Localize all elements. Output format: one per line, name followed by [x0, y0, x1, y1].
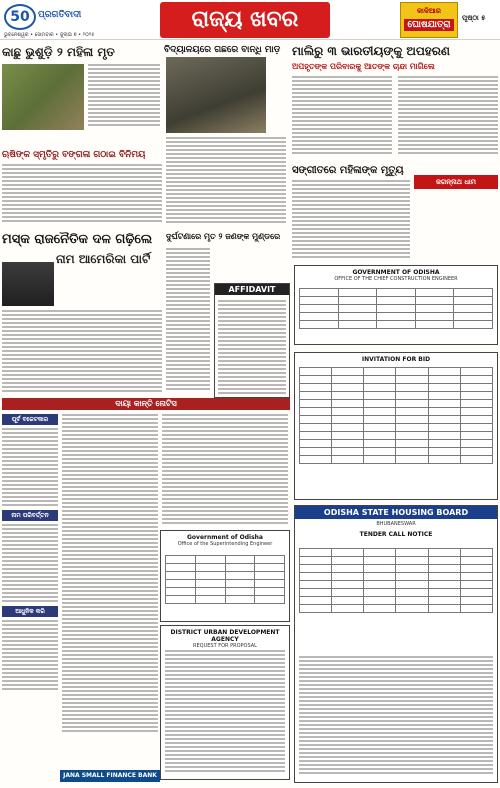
govt-odisha-notice: [294, 265, 498, 345]
anniversary-logo: 50: [4, 4, 36, 30]
superintending-engineer-notice: [160, 530, 290, 622]
se-notice-title: Government of Odisha: [187, 534, 263, 541]
date-line: ଭୁବନେଶ୍ୱର • ସୋମବାର • ଜୁଲାଇ ୭ • ୨୦୨୫: [4, 32, 95, 38]
festival-line2: ଘୋଷଯାତ୍ରା: [404, 19, 454, 31]
story5-photo: [2, 262, 54, 306]
story3-subheadline: ଅପହୃତଙ୍କ ପରିବାରକୁ ଆତଙ୍କ ଚାନ୍ଦା ମାଗିଲେ: [292, 62, 435, 71]
story1-body: [88, 64, 160, 128]
housing-board-body: [299, 656, 493, 776]
urban-development-notice: [160, 625, 290, 780]
invitation-title: INVITATION FOR BID: [361, 356, 431, 363]
paper-name: ପ୍ରଗତିବାଦୀ: [38, 10, 82, 20]
housing-board-notice: [294, 505, 498, 783]
bank-ad-bar: JANA SMALL FINANCE BANK: [60, 770, 160, 782]
story5-body: [2, 310, 162, 394]
story8-headline: ସଙ୍ଗୀତରେ ମହିଳାଙ୍କ ମୃତ୍ୟୁ: [292, 165, 404, 176]
affidavit-body: [218, 300, 286, 396]
festival-box: [400, 2, 458, 38]
govt-odisha-title: GOVERNMENT OF ODISHA: [352, 269, 440, 276]
left-block-2: ନାମ ପରିବର୍ତ୍ତନ: [2, 510, 58, 521]
section-title: ରାଜ୍ୟ ଖବର: [160, 2, 330, 38]
story2-headline: ବିଦ୍ୟାଳୟରେ ଗଛରେ ବାନ୍ଧି ମାଡ଼: [164, 45, 281, 55]
festival-line1: କାଳିଆର: [417, 7, 441, 15]
story5-headline: ମସ୍କ ରାଜନୈତିକ ଦଳ ଗଢ଼ିଲେ: [2, 232, 153, 247]
notice-body-a: [62, 414, 158, 734]
invitation-for-bid-notice: [294, 352, 498, 500]
story8-body: [292, 180, 410, 260]
story3-headline: ମାଲିରୁ ୩ ଭାରତୀୟଙ୍କୁ ଅପହରଣ: [292, 44, 450, 58]
se-notice-sub: Office of the Superintending Engineer: [177, 541, 273, 547]
story4-body: [2, 164, 162, 224]
story2-photo: [166, 57, 266, 133]
urban-dev-sub: REQUEST FOR PROPOSAL: [193, 643, 257, 649]
left-block-2-body: [2, 524, 58, 602]
side-box: ଜଗନ୍ନାଥ ଧାମ: [414, 175, 498, 189]
story3-body-b: [398, 76, 498, 156]
story4-headline: ଋଷିଙ୍କ ସ୍ମୃତିରୁ ବଙ୍ଗଳା ଗଠାଇ ବିନିମୟ: [2, 150, 146, 160]
masthead: [0, 0, 500, 40]
affidavit-title: AFFIDAVIT: [215, 284, 289, 295]
notice-body-b: [162, 414, 288, 526]
story1-photo: [2, 64, 84, 130]
invitation-table: [299, 367, 493, 464]
govt-odisha-sub: OFFICE OF THE CHIEF CONSTRUCTION ENGINEER: [334, 276, 458, 282]
story2-body: [166, 137, 286, 225]
left-block-3-body: [2, 620, 58, 690]
affidavit-ad: [214, 283, 290, 398]
left-classifieds: [2, 410, 58, 780]
story6-headline: ନାମ ଆମେରିକା ପାର୍ଟି: [56, 252, 151, 266]
page-number: ପୃଷ୍ଠା ୫: [462, 14, 486, 22]
left-block-1: ପୂର୍ବ ବଜେଟକାର: [2, 414, 58, 425]
urban-dev-title: DISTRICT URBAN DEVELOPMENT AGENCY: [170, 629, 280, 643]
se-notice-table: [165, 555, 285, 604]
housing-board-table: [299, 548, 493, 613]
urban-dev-body: [165, 650, 285, 774]
left-block-3: ଆଧୁନିକ କରି: [2, 606, 58, 617]
story7-body: [166, 248, 210, 392]
story1-headline: କାଛୁ ଭୁଶୁଡ଼ି ୨ ମହିଳା ମୃତ: [2, 45, 115, 59]
housing-board-sub: BHUBANESWAR: [376, 521, 416, 527]
notice-bar: ଦାୟା କାନ୍ତି ନୋଟିସ: [2, 398, 290, 410]
left-block-1-body: [2, 428, 58, 506]
govt-odisha-table: [299, 288, 493, 329]
housing-board-title: TENDER CALL NOTICE: [359, 531, 433, 538]
story3-body-a: [292, 76, 392, 156]
housing-board-head: ODISHA STATE HOUSING BOARD: [295, 506, 497, 519]
story7-headline: ଦୁର୍ଘଟଣାରେ ମୃତ ୨ ଜଣଙ୍କ ମୁଣ୍ଡରେ: [166, 232, 281, 241]
